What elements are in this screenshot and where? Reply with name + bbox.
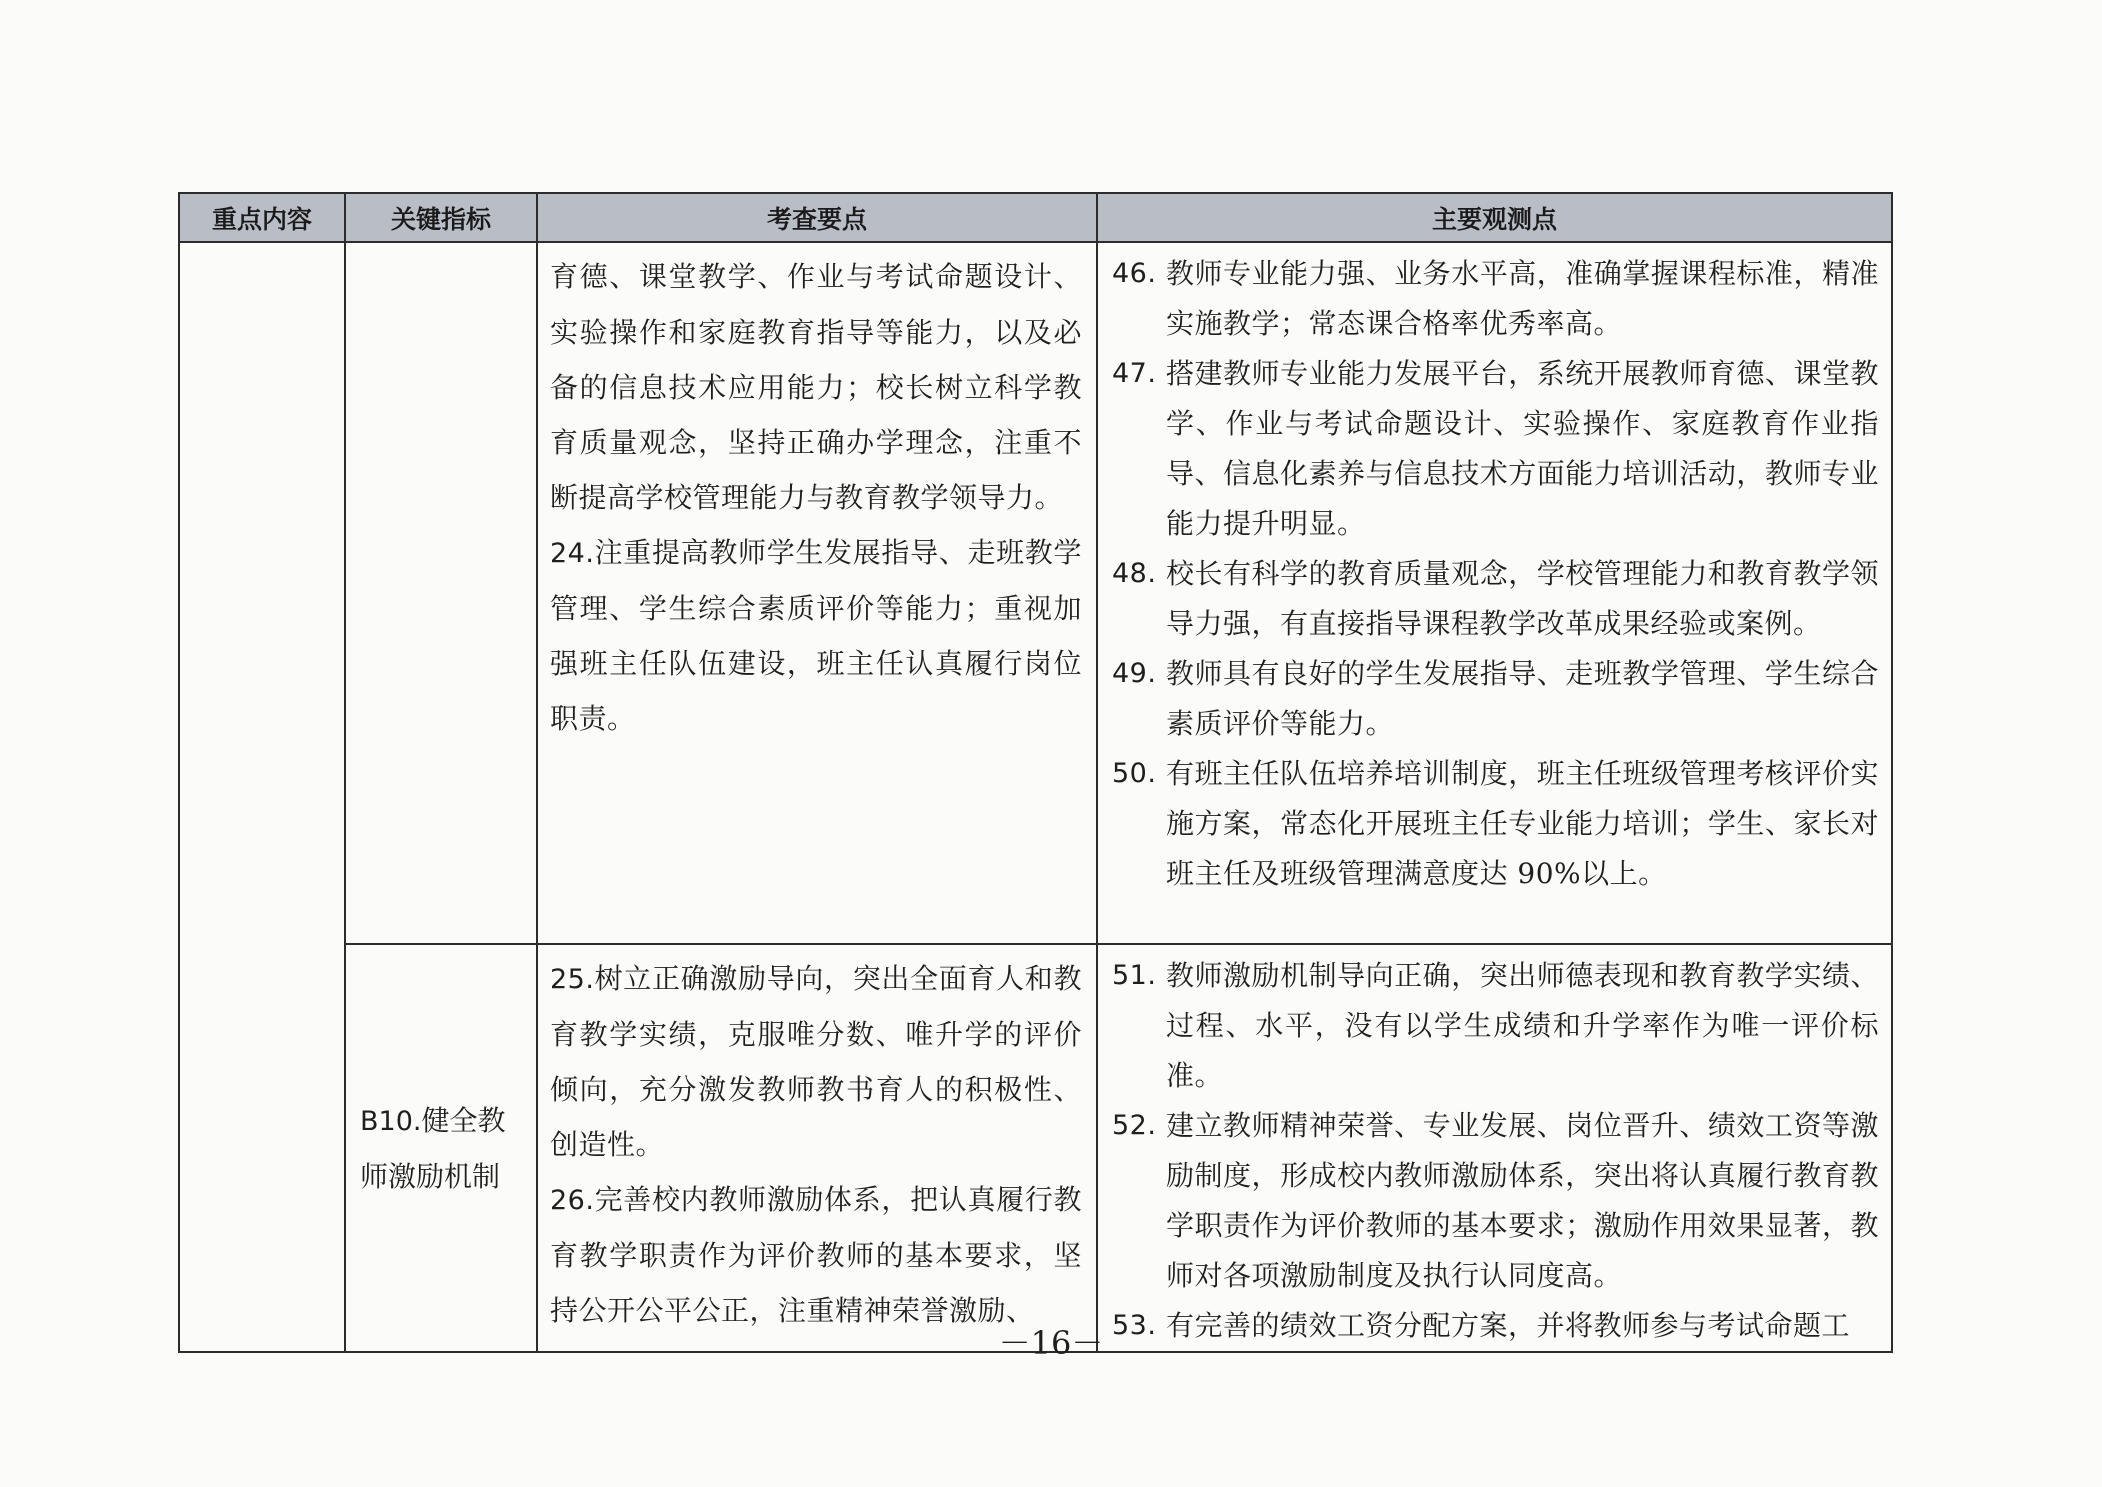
keypoint-number: 25. (550, 964, 595, 995)
indicator-cell (345, 944, 537, 1352)
observations-cell (1097, 242, 1892, 944)
observation-number: 52. (1112, 1110, 1157, 1141)
header-keypoints: 考查要点 (537, 193, 1097, 242)
keypoint-number: 24. (550, 538, 595, 569)
keypoint-item (550, 525, 1082, 746)
page-number: －16－ (998, 1324, 1104, 1362)
observation-item (1112, 549, 1879, 649)
observation-number: 53. (1112, 1310, 1157, 1341)
keypoint-text: 注重提高教师学生发展指导、走班教学管理、学生综合素质评价等能力；重视加强班主任队伍建设，班主任认真履行岗位职责。 (550, 536, 1082, 735)
keypoint-item (550, 1172, 1082, 1338)
evaluation-table (178, 192, 1893, 1353)
observation-item (1112, 1101, 1879, 1301)
table-row (179, 944, 1892, 1352)
header-indicator: 关键指标 (345, 193, 537, 242)
observation-item (1112, 749, 1879, 899)
observation-number: 51. (1112, 960, 1157, 991)
keypoint-item (550, 249, 1082, 525)
observation-number: 48. (1112, 558, 1157, 589)
indicator-cell (345, 242, 537, 944)
header-observations: 主要观测点 (1097, 193, 1892, 242)
keypoints-cell (537, 242, 1097, 944)
observation-text: 校长有科学的教育质量观念，学校管理能力和教育教学领导力强，有直接指导课程教学改革成果经验或案例。 (1166, 557, 1879, 640)
observation-text: 搭建教师专业能力发展平台，系统开展教师育德、课堂教学、作业与考试命题设计、实验操作、家庭教育作业指导、信息化素养与信息技术方面能力培训活动，教师专业能力提升明显。 (1166, 357, 1879, 540)
observation-text: 教师具有良好的学生发展指导、走班教学管理、学生综合素质评价等能力。 (1166, 657, 1879, 740)
observation-number: 49. (1112, 658, 1157, 689)
keypoint-text: 完善校内教师激励体系，把认真履行教育教学职责作为评价教师的基本要求，坚持公开公平公正，注重精神荣誉激励、 (550, 1183, 1082, 1327)
keypoints-cell (537, 944, 1097, 1352)
observation-text: 建立教师精神荣誉、专业发展、岗位晋升、绩效工资等激励制度，形成校内教师激励体系，突出将认真履行教育教学职责作为评价教师的基本要求；激励作用效果显著，教师对各项激励制度及执行认同度高。 (1166, 1109, 1879, 1292)
indicator-code: B10. (360, 1105, 422, 1137)
indicator-text: 健全教师激励机制 (360, 1103, 506, 1193)
header-focus: 重点内容 (179, 193, 345, 242)
observation-item (1112, 951, 1879, 1101)
keypoint-item (550, 951, 1082, 1172)
keypoint-text: 育德、课堂教学、作业与考试命题设计、实验操作和家庭教育指导等能力，以及必备的信息技术应用能力；校长树立科学教育质量观念，坚持正确办学理念，注重不断提高学校管理能力与教育教学领导力。 (550, 260, 1082, 514)
keypoint-number: 26. (550, 1185, 595, 1216)
observation-number: 46. (1112, 258, 1157, 289)
observation-item (1112, 349, 1879, 549)
focus-cell (179, 242, 345, 1352)
observation-text: 有完善的绩效工资分配方案，并将教师参与考试命题工 (1166, 1309, 1851, 1342)
observations-cell (1097, 944, 1892, 1352)
observation-number: 47. (1112, 358, 1157, 389)
observation-number: 50. (1112, 758, 1157, 789)
observation-item (1112, 249, 1879, 349)
keypoint-text: 树立正确激励导向，突出全面育人和教育教学实绩，克服唯分数、唯升学的评价倾向，充分激发教师教书育人的积极性、创造性。 (550, 962, 1082, 1161)
table-row (179, 242, 1892, 944)
observation-text: 教师专业能力强、业务水平高，准确掌握课程标准，精准实施教学；常态课合格率优秀率高。 (1166, 257, 1879, 340)
header-row (179, 193, 1892, 242)
observation-text: 有班主任队伍培养培训制度，班主任班级管理考核评价实施方案，常态化开展班主任专业能力培训；学生、家长对班主任及班级管理满意度达 90%以上。 (1166, 757, 1879, 890)
observation-item (1112, 649, 1879, 749)
observation-text: 教师激励机制导向正确，突出师德表现和教育教学实绩、过程、水平，没有以学生成绩和升学率作为唯一评价标准。 (1166, 959, 1879, 1092)
